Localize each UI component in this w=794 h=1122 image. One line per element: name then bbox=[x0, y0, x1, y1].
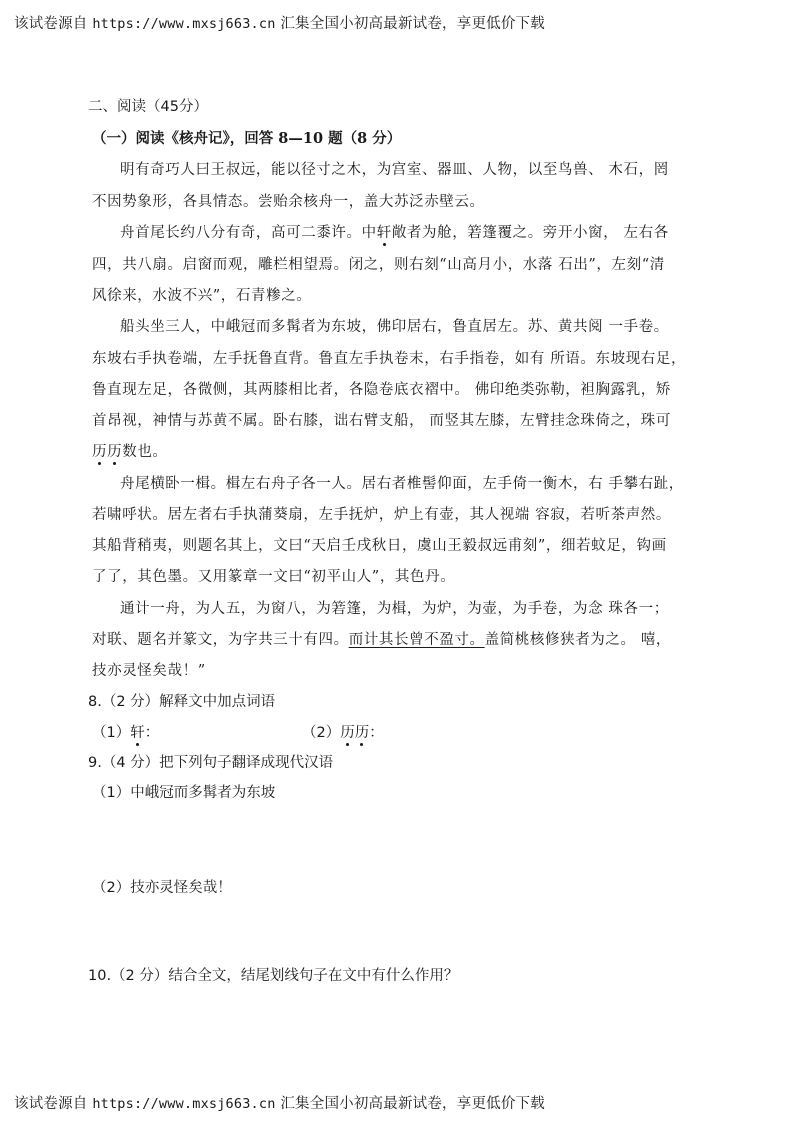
question-8-1 bbox=[92, 723, 159, 743]
underlined-sentence: 而计其长曾不盈寸。 bbox=[348, 632, 485, 648]
passage-text: 舟首尾长约八分有奇，高可二黍许。中 bbox=[120, 225, 377, 241]
header-url[interactable]: https://www.mxsj663.cn bbox=[92, 16, 276, 32]
page-header bbox=[14, 12, 545, 33]
question-9-1: （1）中峨冠而多髯者为东坡 bbox=[92, 785, 276, 801]
passage-text: 盖简桃核修狭者为之。 嘻， bbox=[484, 632, 672, 648]
passage-line-6: 船头坐三人，中峨冠而多髯者为东坡，佛印居右，鲁直居左。苏、黄共阅 一手卷。 bbox=[120, 319, 669, 335]
passage-line-17: 技亦灵怪矣哉！” bbox=[92, 663, 206, 679]
q8-1-number: （1） bbox=[92, 725, 131, 741]
passage-text: 敞者为舱，箬篷覆之。旁开小窗， 左右各 bbox=[391, 225, 669, 241]
section-title: 二、阅读（45分） bbox=[88, 99, 208, 115]
passage-line-14: 了了，其色墨。又用篆章一文曰“初平山人”，其色丹。 bbox=[92, 569, 456, 585]
question-8: 8.（2 分）解释文中加点词语 bbox=[88, 694, 276, 710]
passage-line-7: 东坡右手执卷端，左手抚鲁直背。鲁直左手执卷末，右手指卷，如有 所语。东坡现右足， bbox=[92, 351, 687, 367]
passage-line-5: 风徐来，水波不兴”，石青糁之。 bbox=[92, 288, 312, 304]
q8-1-colon: ： bbox=[144, 725, 160, 741]
footer-url[interactable]: https://www.mxsj663.cn bbox=[92, 1096, 276, 1112]
passage-line-15: 通计一舟，为人五，为窗八，为箬篷，为楫，为炉，为壶，为手卷，为念 珠各一； bbox=[120, 601, 669, 617]
passage-line-1: 明有奇巧人曰王叔远，能以径寸之木，为宫室、器皿、人物，以至鸟兽、 木石，罔 bbox=[120, 162, 669, 178]
footer-prefix: 该试卷源自 bbox=[14, 1096, 88, 1112]
dotted-word-li-2: 历 bbox=[107, 444, 123, 460]
header-prefix: 该试卷源自 bbox=[14, 16, 88, 32]
page-footer bbox=[14, 1092, 545, 1113]
passage-text: 数也。 bbox=[122, 444, 168, 460]
q8-2-word-2: 历 bbox=[354, 725, 370, 741]
q8-1-word: 轩 bbox=[130, 725, 145, 741]
section-subtitle: （一）阅读《核舟记》，回答 8—10 题（8 分） bbox=[92, 130, 402, 147]
passage-line-3 bbox=[120, 223, 669, 243]
footer-suffix: 汇集全国小初高最新试卷，享更低价下载 bbox=[280, 1096, 545, 1112]
header-suffix: 汇集全国小初高最新试卷，享更低价下载 bbox=[280, 16, 545, 32]
q8-2-colon: ： bbox=[369, 725, 384, 741]
passage-line-4: 四，共八扇。启窗而观，雕栏相望焉。闭之，则右刻“山高月小，水落 石出”，左刻“清 bbox=[92, 257, 665, 273]
passage-line-12: 若啸呼状。居左者右手执蒲葵扇，左手抚炉，炉上有壶，其人视端 容寂，若听茶声然。 bbox=[92, 507, 672, 523]
dotted-word-xuan: 轩 bbox=[376, 225, 392, 241]
question-10: 10.（2 分）结合全文，结尾划线句子在文中有什么作用？ bbox=[88, 968, 459, 984]
passage-line-13: 其船背稍夷，则题名其上，文曰“天启壬戌秋日，虞山王毅叔远甫刻”，细若蚊足，钩画 bbox=[92, 538, 667, 554]
passage-line-9: 首昂视，神情与苏黄不属。卧右膝，诎右臂支船， 而竖其左膝，左臂挂念珠倚之，珠可 bbox=[92, 413, 672, 429]
question-9: 9.（4 分）把下列句子翻译成现代汉语 bbox=[88, 755, 334, 771]
q8-2-word-1: 历 bbox=[340, 725, 355, 741]
passage-line-10 bbox=[92, 442, 168, 462]
question-9-2: （2）技亦灵怪矣哉！ bbox=[92, 880, 232, 896]
passage-line-16 bbox=[92, 630, 671, 650]
q8-2-number: （2） bbox=[302, 725, 341, 741]
passage-line-2: 不因势象形，各具情态。尝贻余核舟一，盖大苏泛赤壁云。 bbox=[92, 194, 485, 210]
passage-text: 对联、题名并篆文，为字共三十有四。 bbox=[92, 632, 349, 648]
question-8-2 bbox=[302, 723, 384, 743]
passage-line-8: 鲁直现左足，各微侧，其两膝相比者，各隐卷底衣褶中。 佛印绝类弥勒，袒胸露乳，矫 bbox=[92, 382, 672, 398]
passage-line-11: 舟尾横卧一楫。楫左右舟子各一人。居右者椎髻仰面，左手倚一衡木，右 手攀右趾， bbox=[120, 476, 684, 492]
dotted-word-li-1: 历 bbox=[92, 444, 108, 460]
